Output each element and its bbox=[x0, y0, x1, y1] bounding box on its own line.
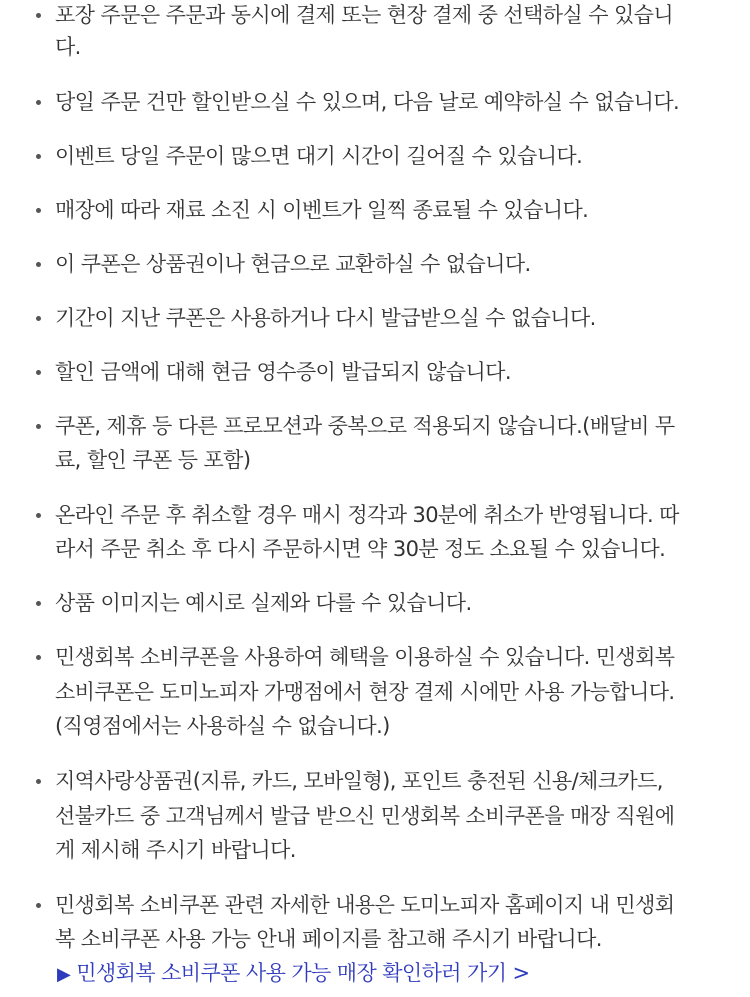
notice-text: 매장에 따라 재료 소진 시 이벤트가 일찍 종료될 수 있습니다. bbox=[55, 198, 589, 222]
notice-text: 할인 금액에 대해 현금 영수증이 발급되지 않습니다. bbox=[55, 360, 511, 384]
bullet-icon bbox=[36, 100, 41, 105]
notice-text: 민생회복 소비쿠폰 관련 자세한 내용은 도미노피자 홈페이지 내 민생회 bbox=[55, 893, 675, 917]
notice-text: 선불카드 중 고객님께서 발급 받으신 민생회복 소비쿠폰을 매장 직원에 bbox=[55, 804, 675, 828]
notice-text: 다. bbox=[55, 35, 81, 59]
bullet-icon bbox=[36, 262, 41, 267]
bullet-icon bbox=[36, 513, 41, 518]
bullet-icon bbox=[36, 316, 41, 321]
notice-text: 게 제시해 주시기 바랍니다. bbox=[55, 838, 296, 862]
notice-text: 쿠폰, 제휴 등 다른 프로모션과 중복으로 적용되지 않습니다.(배달비 무 bbox=[55, 414, 675, 438]
bullet-icon bbox=[36, 601, 41, 606]
notice-text: 이벤트 당일 주문이 많으면 대기 시간이 길어질 수 있습니다. bbox=[55, 144, 583, 168]
store-check-link[interactable] bbox=[57, 958, 530, 990]
bullet-icon bbox=[36, 424, 41, 429]
bullet-icon bbox=[36, 779, 41, 784]
notice-text: 온라인 주문 후 취소할 경우 매시 정각과 30분에 취소가 반영됩니다. 따 bbox=[55, 503, 679, 527]
notice-text: 소비쿠폰은 도미노피자 가맹점에서 현장 결제 시에만 사용 가능합니다. bbox=[55, 680, 675, 704]
bullet-icon bbox=[36, 655, 41, 660]
bullet-icon bbox=[36, 154, 41, 159]
bullet-icon bbox=[36, 208, 41, 213]
notice-text: 지역사랑상품권(지류, 카드, 모바일형), 포인트 충전된 신용/체크카드, bbox=[55, 769, 663, 793]
play-arrow-icon: ▶ bbox=[57, 964, 71, 985]
notice-text: 료, 할인 쿠폰 등 포함) bbox=[55, 448, 251, 472]
bullet-icon bbox=[36, 13, 41, 18]
notice-text: 포장 주문은 주문과 동시에 결제 또는 현장 결제 중 선택하실 수 있습니 bbox=[55, 3, 674, 27]
notice-text: 복 소비쿠폰 사용 가능 안내 페이지를 참고해 주시기 바랍니다. bbox=[55, 927, 602, 951]
bullet-icon bbox=[36, 370, 41, 375]
notice-text: (직영점에서는 사용하실 수 없습니다.) bbox=[55, 714, 390, 738]
notice-text: 당일 주문 건만 할인받으실 수 있으며, 다음 날로 예약하실 수 없습니다. bbox=[55, 90, 680, 114]
notice-text: 민생회복 소비쿠폰을 사용하여 혜택을 이용하실 수 있습니다. 민생회복 bbox=[55, 645, 675, 669]
store-check-link-label: 민생회복 소비쿠폰 사용 가능 매장 확인하러 가기 > bbox=[76, 961, 530, 985]
notice-text: 기간이 지난 쿠폰은 사용하거나 다시 발급받으실 수 없습니다. bbox=[55, 306, 596, 330]
notice-text: 상품 이미지는 예시로 실제와 다를 수 있습니다. bbox=[55, 591, 472, 615]
bullet-icon bbox=[36, 903, 41, 908]
notice-text: 라서 주문 취소 후 다시 주문하시면 약 30분 정도 소요될 수 있습니다. bbox=[55, 537, 666, 561]
notice-text: 이 쿠폰은 상품권이나 현금으로 교환하실 수 없습니다. bbox=[55, 252, 531, 276]
